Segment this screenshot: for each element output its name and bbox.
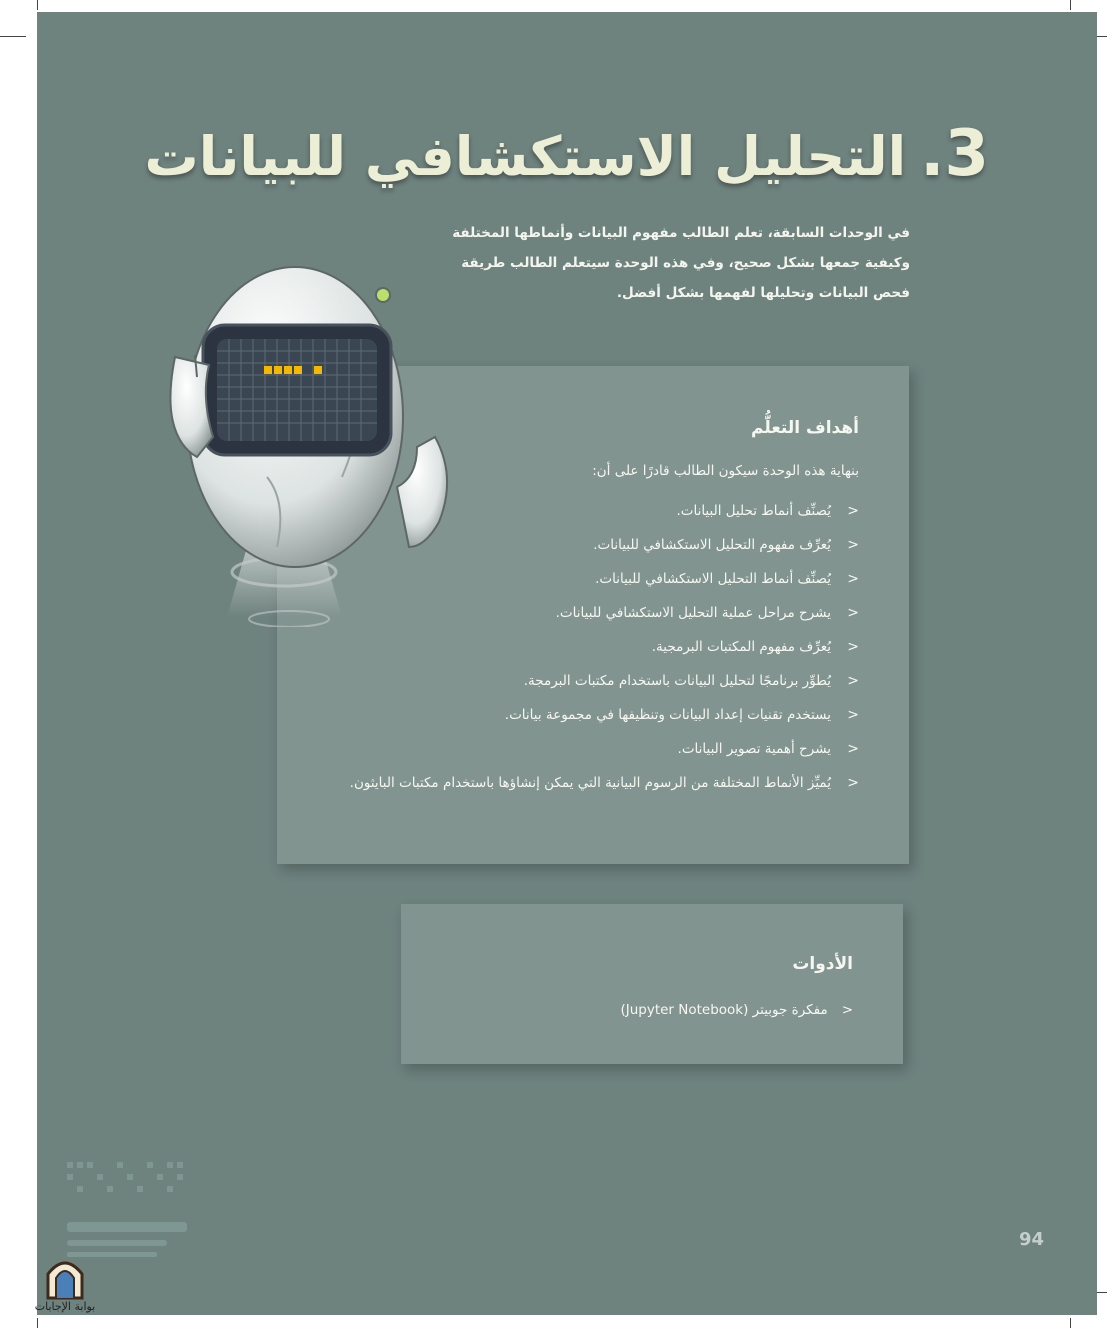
unit-title: [145, 117, 989, 191]
list-item: < يُطوِّر برنامجًا لتحليل البيانات باستخدام مكتبات البرمجة.: [289, 666, 859, 696]
list-item: < يُعرِّف مفهوم المكتبات البرمجية.: [289, 632, 859, 662]
objectives-heading: أهداف التعلُّم: [751, 418, 859, 438]
list-item: < يُصنِّف أنماط تحليل البيانات.: [289, 496, 859, 526]
bullet-icon: <: [847, 741, 859, 757]
list-item: < يستخدم تقنيات إعداد البيانات وتنظيفها في مجموعة بيانات.: [289, 700, 859, 730]
intro-paragraph: في الوحدات السابقة، تعلم الطالب مفهوم البيانات وأنماطها المختلفة وكيفية جمعها بشكل صحيح، وفي هذه الوحدة سيتعلم الطالب طريقة فحص البيانات وتحليلها لفهمها بشكل أفضل.: [452, 225, 910, 301]
tools-heading: الأدوات: [792, 954, 853, 974]
bullet-icon: <: [847, 605, 859, 621]
bullet-icon: <: [841, 1002, 853, 1018]
crop-mark: [37, 0, 38, 10]
portal-name: بوابة الإجابات: [34, 1300, 96, 1313]
list-item: < يُعرِّف مفهوم التحليل الاستكشافي للبيانات.: [289, 530, 859, 560]
bullet-icon: <: [847, 639, 859, 655]
crop-mark: [37, 1318, 38, 1328]
crop-mark: [1070, 1318, 1071, 1328]
list-item: < يشرح مراحل عملية التحليل الاستكشافي للبيانات.: [289, 598, 859, 628]
bullet-icon: <: [847, 707, 859, 723]
list-item: < يُميِّز الأنماط المختلفة من الرسوم البيانية التي يمكن إنشاؤها باستخدام مكتبات البايثون.: [289, 768, 859, 798]
list-item: < يشرح أهمية تصوير البيانات.: [289, 734, 859, 764]
page-number: 94: [1019, 1229, 1045, 1250]
objectives-lead: بنهاية هذه الوحدة سيكون الطالب قادرًا على أن:: [592, 463, 859, 479]
unit-number: 3.: [920, 117, 989, 191]
crop-mark: [0, 36, 26, 37]
crop-mark: [1070, 0, 1071, 10]
page: [37, 12, 1097, 1315]
list-item: < يُصنِّف أنماط التحليل الاستكشافي للبيانات.: [289, 564, 859, 594]
unit-title-text: التحليل الاستكشافي للبيانات: [144, 125, 907, 188]
tools-panel: [401, 904, 903, 1064]
portal-logo-icon: [40, 1252, 90, 1300]
bullet-icon: <: [847, 503, 859, 519]
robot-illustration: [117, 247, 457, 627]
bullet-icon: <: [847, 571, 859, 587]
bullet-icon: <: [847, 537, 859, 553]
bullet-icon: <: [847, 673, 859, 689]
bullet-icon: <: [847, 775, 859, 791]
tools-item: <مفكرة جوبيتر (Jupyter Notebook): [620, 1002, 853, 1018]
